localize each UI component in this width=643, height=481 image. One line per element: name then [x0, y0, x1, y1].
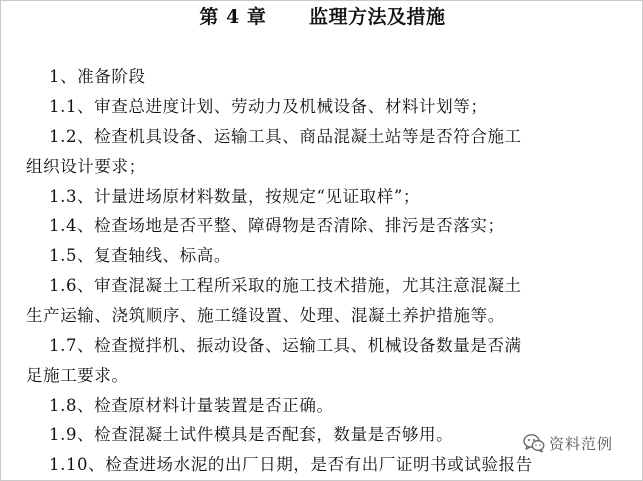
- list-item: 1.10、检查进场水泥的出厂日期，是否有出厂证明书或试验报告: [49, 455, 533, 474]
- list-item: 1.7、检查搅拌机、振动设备、运输工具、机械设备数量是否满: [49, 336, 522, 355]
- section-heading: 1、准备阶段: [49, 67, 146, 86]
- list-item: 1.9、检查混凝土试件模具是否配套，数量是否够用。: [49, 425, 454, 444]
- watermark: [521, 432, 613, 454]
- list-item-continuation: 生产运输、浇筑顺序、施工缝设置、处理、混凝土养护措施等。: [26, 306, 505, 325]
- list-item: 1.5、复查轴线、标高。: [49, 246, 231, 265]
- list-item: 1.6、审查混凝土工程所采取的施工技术措施，尤其注意混凝土: [49, 276, 522, 295]
- list-item: 1.1、审查总进度计划、劳动力及机械设备、材料计划等；: [49, 97, 488, 116]
- list-item-continuation: 组织设计要求；: [26, 157, 146, 176]
- list-item-continuation: 足施工要求。: [26, 366, 129, 385]
- watermark-text: 资料范例: [549, 434, 614, 453]
- chapter-title: 第 4 章 监理方法及措施: [199, 6, 446, 28]
- list-item: 1.4、检查场地是否平整、障碍物是否清除、排污是否落实；: [49, 216, 505, 235]
- wechat-icon: [523, 433, 545, 453]
- list-item: 1.3、计量进场原材料数量，按规定“见证取样”；: [49, 187, 421, 206]
- list-item: 1.2、检查机具设备、运输工具、商品混凝土站等是否符合施工: [49, 127, 522, 146]
- list-item: 1.8、检查原材料计量装置是否正确。: [49, 396, 334, 415]
